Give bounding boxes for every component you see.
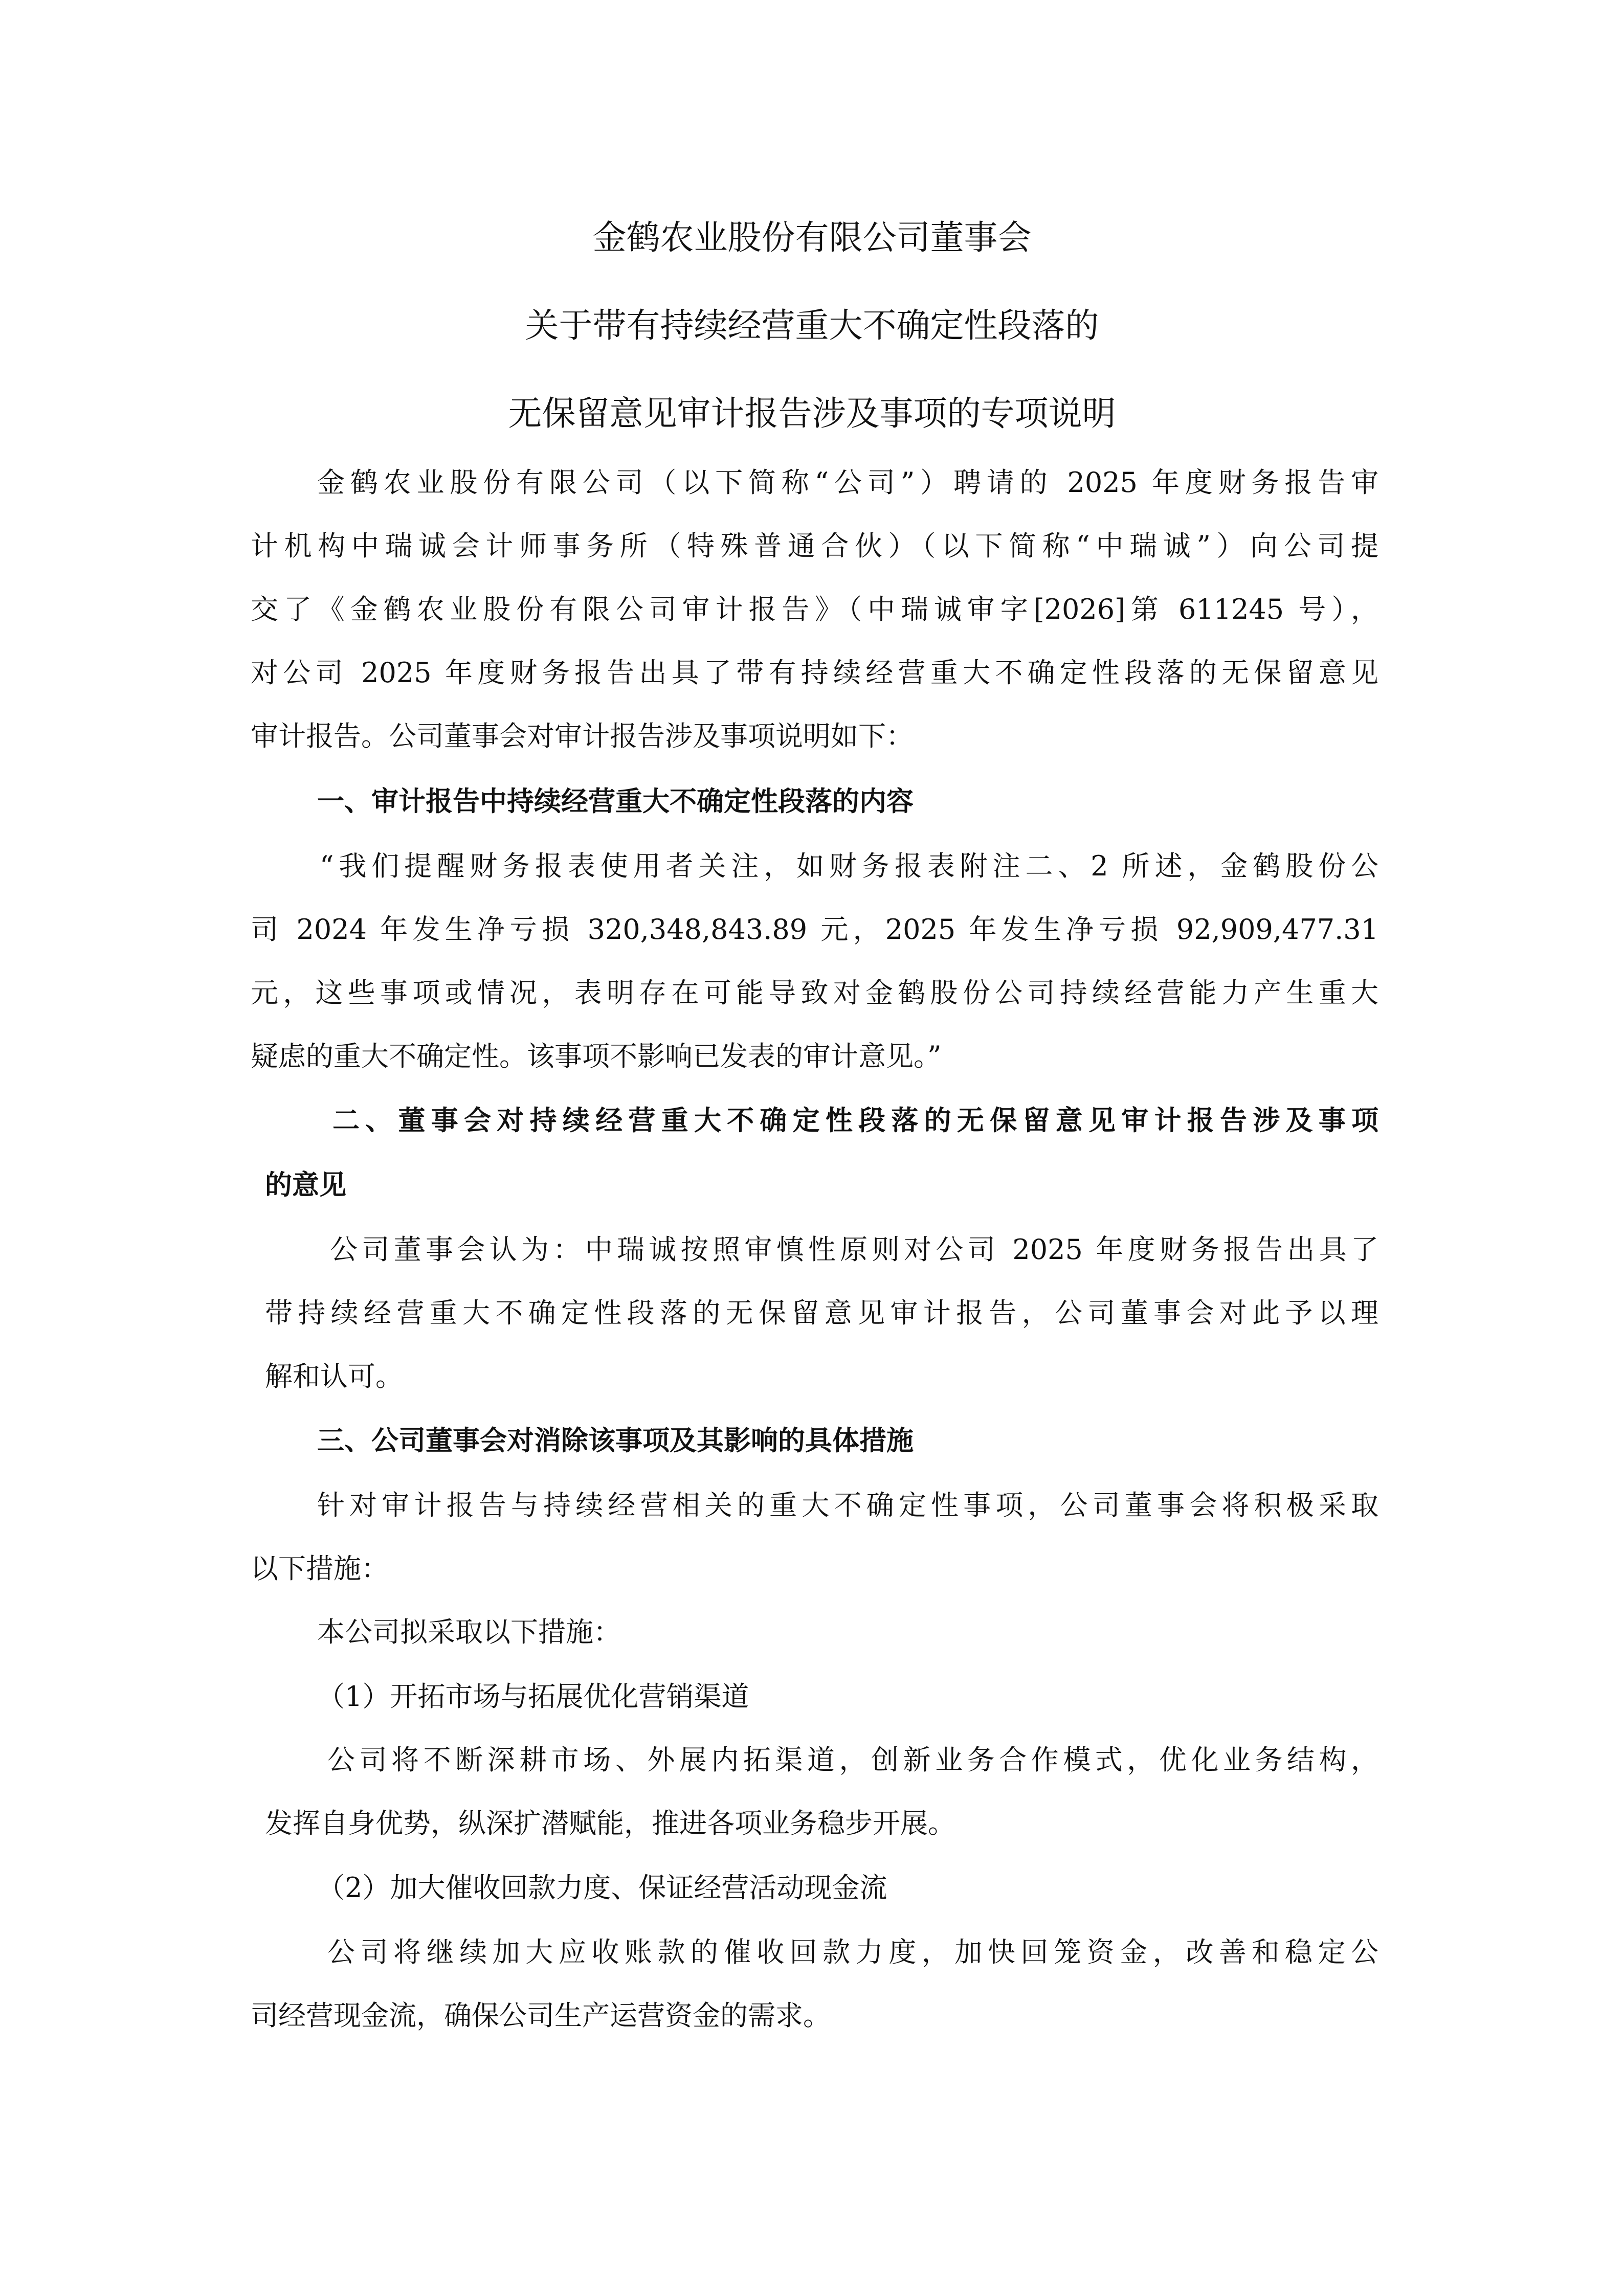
section3-line-8: 公司将继续加大应收账款的催收回款力度，加快回笼资金，改善和稳定公 bbox=[327, 1936, 1378, 1968]
section3-line-7: （2）加大催收回款力度、保证经营活动现金流 bbox=[317, 1872, 887, 1904]
intro-line-1: 金鹤农业股份有限公司（以下简称“公司”）聘请的 2025 年度财务报告审 bbox=[317, 466, 1378, 499]
section2-line-2: 带持续经营重大不确定性段落的无保留意见审计报告，公司董事会对此予以理 bbox=[265, 1297, 1378, 1329]
title-line-1: 金鹤农业股份有限公司董事会 bbox=[592, 218, 1032, 257]
section1-line-1: “我们提醒财务报表使用者关注，如财务报表附注二、2 所述，金鹤股份公 bbox=[320, 850, 1378, 882]
section1-line-3: 元，这些事项或情况，表明存在可能导致对金鹤股份公司持续经营能力产生重大 bbox=[251, 977, 1378, 1009]
section3-line-3: 本公司拟采取以下措施： bbox=[317, 1616, 621, 1648]
section3-line-5: 公司将不断深耕市场、外展内拓渠道，创新业务合作模式，优化业务结构， bbox=[327, 1744, 1378, 1776]
section1-line-2: 司 2024 年发生净亏损 320,348,843.89 元，2025 年发生净亏损 92,909,477.31 bbox=[251, 913, 1378, 946]
intro-line-4: 对公司 2025 年度财务报告出具了带有持续经营重大不确定性段落的无保留意见 bbox=[251, 657, 1378, 689]
section2-line-1: 公司董事会认为：中瑞诚按照审慎性原则对公司 2025 年度财务报告出具了 bbox=[330, 1233, 1378, 1266]
section2-heading-line-2: 的意见 bbox=[265, 1169, 346, 1201]
section3-line-6: 发挥自身优势，纵深扩潜赋能，推进各项业务稳步开展。 bbox=[265, 1807, 955, 1839]
title-line-3: 无保留意见审计报告涉及事项的专项说明 bbox=[508, 394, 1116, 433]
section2-line-3: 解和认可。 bbox=[265, 1360, 403, 1392]
section3-heading: 三、公司董事会对消除该事项及其影响的具体措施 bbox=[317, 1425, 914, 1456]
intro-line-3: 交了《金鹤农业股份有限公司审计报告》（中瑞诚审字[2026]第 611245 号）， bbox=[251, 593, 1378, 625]
title-line-2: 关于带有持续经营重大不确定性段落的 bbox=[525, 306, 1099, 345]
section1-heading: 一、审计报告中持续经营重大不确定性段落的内容 bbox=[317, 786, 914, 817]
section3-line-1: 针对审计报告与持续经营相关的重大不确定性事项，公司董事会将积极采取 bbox=[317, 1489, 1378, 1521]
section3-line-2: 以下措施： bbox=[251, 1552, 389, 1585]
section2-heading-line-1: 二、董事会对持续经营重大不确定性段落的无保留意见审计报告涉及事项 bbox=[332, 1105, 1378, 1136]
section3-line-4: （1）开拓市场与拓展优化营销渠道 bbox=[317, 1680, 749, 1713]
section3-line-9: 司经营现金流，确保公司生产运营资金的需求。 bbox=[251, 1999, 831, 2032]
intro-line-5: 审计报告。公司董事会对审计报告涉及事项说明如下： bbox=[251, 720, 914, 752]
section1-line-4: 疑虑的重大不确定性。该事项不影响已发表的审计意见。” bbox=[251, 1040, 942, 1072]
intro-line-2: 计机构中瑞诚会计师事务所（特殊普通合伙）（以下简称“中瑞诚”）向公司提 bbox=[251, 530, 1378, 562]
